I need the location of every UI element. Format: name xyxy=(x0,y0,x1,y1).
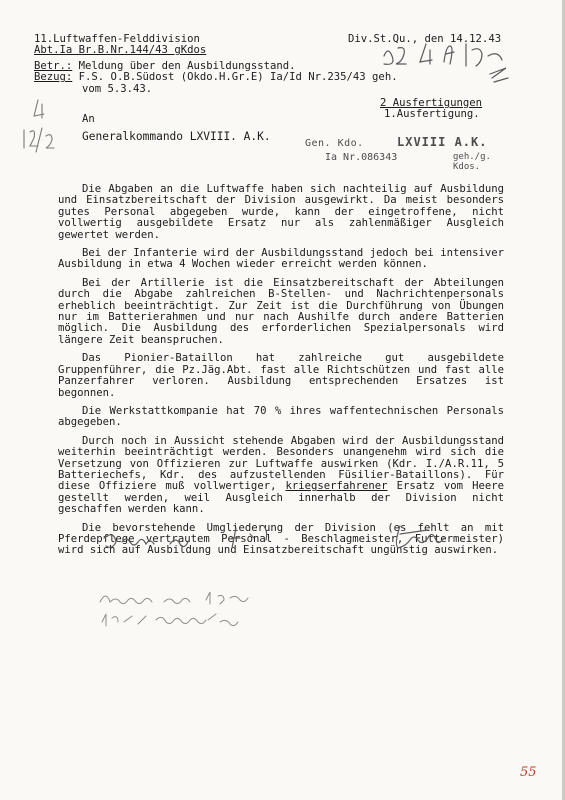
copy-number: 1.Ausfertigung. xyxy=(384,108,480,121)
recipient: Generalkommando LXVIII. A.K. xyxy=(82,130,271,144)
paragraph: Die Werkstattkompanie hat 70 % ihres waffentechnischen Personals abgegeben. xyxy=(58,404,504,429)
stamp-office: Gen. Kdo. xyxy=(305,138,364,149)
letterhead xyxy=(34,34,206,57)
signature-area xyxy=(100,520,480,570)
place-date-text: Div.St.Qu., den 14.12.43 xyxy=(348,33,502,45)
paragraph-officers xyxy=(58,436,504,516)
paragraph: Das Pionier-Bataillon hat zahlreiche gut ausgebildete Gruppenführer, die Pz.Jäg.Abt. fast alle Richtschützen und fast alle Panzerfahrer verloren. Ausbildung entsprechenden Ersatzes ist begonnen. xyxy=(58,352,504,399)
to-label: An xyxy=(82,113,95,125)
reference-line-2: vom 5.3.43. xyxy=(82,82,153,95)
copies-count: 2 Ausfertigungen xyxy=(380,97,483,109)
paragraph: Bei der Artillerie ist die Einsatzbereitschaft der Abteilungen durch die Abgabe zahlreichen B-Stellen- und Nachrichtenpersonals erheblich beeinträchtigt. Zur Zeit ist die Durchführung von Übungen nur im Batterierahmen und nur nach Aushilfe durch andere Batterien möglich. Die Ausbildung des erforderlichen Spezialpersonals wird längere Zeit beanspruchen. xyxy=(58,276,504,346)
report-body xyxy=(58,184,504,564)
stamp-classification: geh./g. Kdos. xyxy=(453,152,491,172)
paragraph: Bei der Infanterie wird der Ausbildungsstand jedoch bei intensiver Ausbildung in etwa 4 Wochen wieder erreicht werden können. xyxy=(58,247,504,271)
page-number: 55 xyxy=(520,765,537,780)
copies-block xyxy=(380,98,482,121)
subject-text: Meldung über den Ausbildungsstand. xyxy=(78,60,296,72)
reference-label: Bezug: xyxy=(34,71,73,84)
paragraph-officers-a: Durch noch in Aussicht stehende Abgaben wird der Ausbildungsstand weiterhin beeinträchtigt werden. Besonders unangenehm wird sich die Versetzung von Offizieren zur Luftwaffe auswirken (Kdr. I./A.R.11, 5 Batteriechefs, Kdr. des aufzustellenden Füsilier-Bataillons). Für diese Offiziere muß vollwertiger, xyxy=(58,434,504,493)
reference-number: Abt.Ia Br.B.Nr.144/43 gKdos xyxy=(34,44,207,57)
stamp-corps: LXVIII A.K. xyxy=(397,135,488,149)
unit-name: 11.Luftwaffen-Felddivision xyxy=(34,33,200,45)
paragraph-reorganisation: Die bevorstehende Umgliederung der Division (es fehlt an mit Pferdepflege vertrautem Personal - Beschlagmeister, Futtermeister) wird sich auf Ausbildung und Einsatzbereitschaft ungünstig auswirken. xyxy=(58,521,504,557)
subject-block xyxy=(34,61,398,95)
handwritten-registry-note xyxy=(380,40,530,100)
pencil-note xyxy=(96,588,296,632)
stamp-number: Ia Nr.086343 xyxy=(325,152,398,163)
subject-label: Betr.: xyxy=(34,60,73,72)
paragraph-officers-b: Ersatz vom Heere gestellt werden, weil Ausgleich innerhalb der Division nicht geschaffen werden kann. xyxy=(58,480,504,516)
handwritten-margin-note xyxy=(18,96,58,156)
reference-line-1: F.S. O.B.Südost (Okdo.H.Gr.E) Ia/Id Nr.235/43 geh. xyxy=(78,71,398,84)
recipient-block xyxy=(82,114,271,143)
receipt-stamp xyxy=(305,135,505,172)
paragraph: Die Abgaben an die Luftwaffe haben sich nachteilig auf Ausbildung und Einsatzbereitschaft der Division ausgewirkt. Da meist besonders gutes Personal abgegeben wurde, kann der eingetroffene, nicht vollwertig ausgebildete Ersatz nur als zahlenmäßiger Ausgleich gewertet werden. xyxy=(58,183,504,241)
underlined-term: kriegserfahrener xyxy=(285,480,388,493)
